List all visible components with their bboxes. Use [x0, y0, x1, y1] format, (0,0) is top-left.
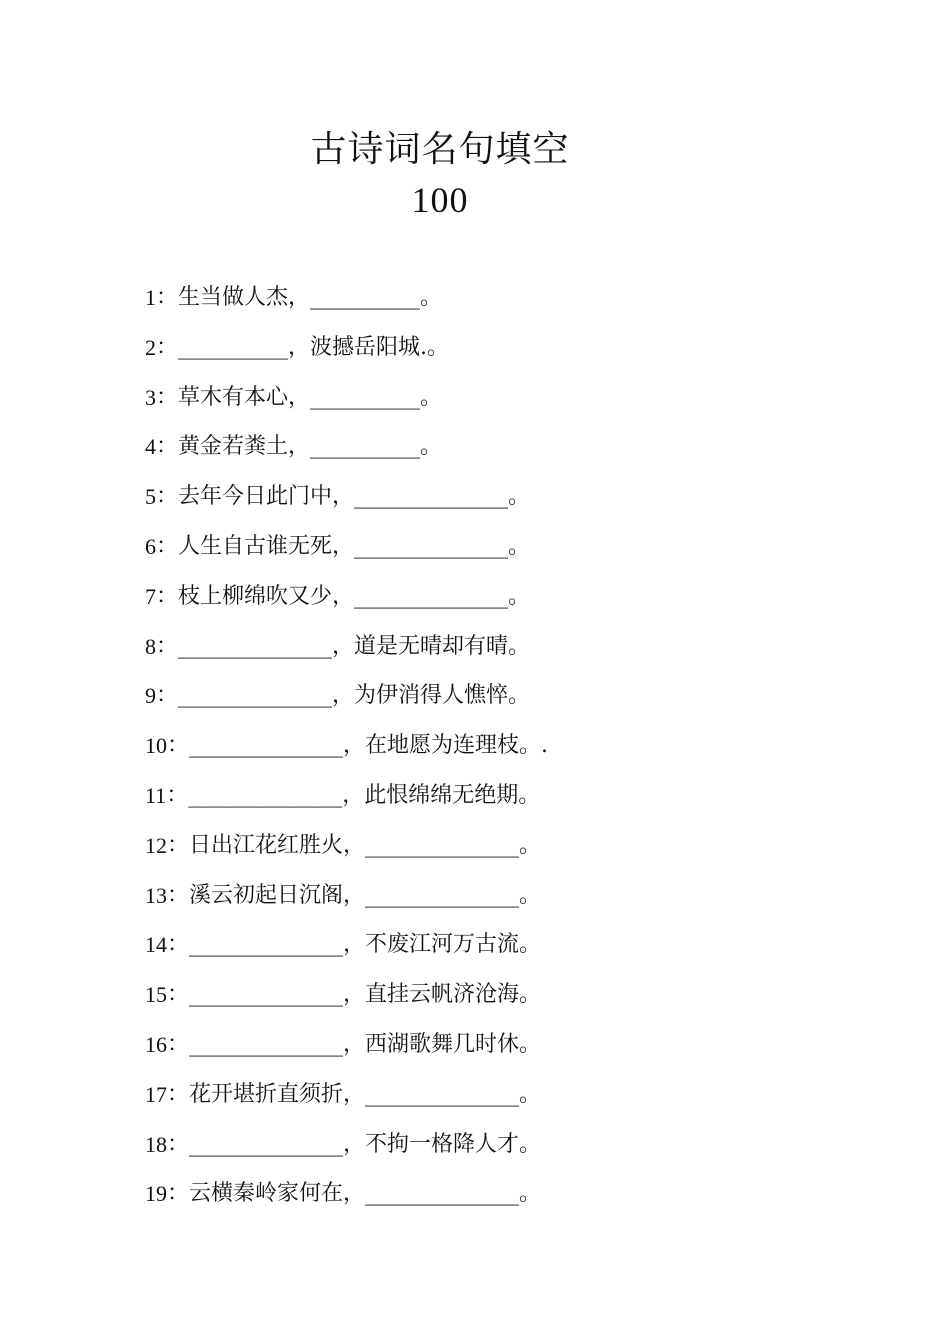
question-number: 16: [145, 1031, 167, 1057]
question-item: [145, 731, 548, 781]
question-separator: ：: [167, 832, 190, 858]
question-number: 11: [145, 782, 167, 808]
question-text: 草木有本心，__________。: [178, 384, 443, 410]
question-item: [145, 980, 548, 1030]
question-number: 17: [145, 1081, 167, 1107]
question-number: 9: [145, 683, 156, 709]
question-number: 8: [145, 633, 156, 659]
question-separator: ：: [167, 932, 190, 958]
question-text: 枝上柳绵吹又少，______________。: [178, 583, 531, 609]
question-number: 18: [145, 1131, 167, 1157]
question-text: 日出江花红胜火，______________。: [189, 832, 542, 858]
question-item: [145, 1130, 548, 1180]
question-item: [145, 482, 548, 532]
question-number: 12: [145, 832, 167, 858]
question-text: 人生自古谁无死，______________。: [178, 533, 531, 559]
question-separator: ：: [156, 285, 179, 310]
question-separator: ：: [167, 882, 190, 908]
question-separator: ：: [156, 434, 179, 460]
question-text: ______________，不废江河万古流。: [189, 932, 542, 958]
question-list: [145, 283, 548, 1229]
question-text: ______________，不拘一格降人才。: [189, 1131, 542, 1157]
question-item: [145, 582, 548, 632]
question-separator: ：: [156, 384, 179, 410]
question-number: 13: [145, 882, 167, 908]
question-separator: ：: [166, 782, 189, 808]
question-item: [145, 1179, 548, 1229]
question-separator: ：: [156, 683, 179, 709]
question-number: 4: [145, 434, 156, 460]
question-number: 2: [145, 334, 156, 360]
question-text: ______________，在地愿为连理枝。.: [189, 733, 548, 759]
question-text: ______________，此恨绵绵无绝期。: [188, 782, 541, 808]
question-number: 10: [145, 733, 167, 759]
question-item: [145, 432, 548, 482]
question-item: [145, 283, 548, 333]
question-separator: ：: [167, 1181, 190, 1207]
question-item: [145, 1030, 548, 1080]
question-text: 生当做人杰，__________。: [178, 285, 443, 310]
question-item: [145, 632, 548, 682]
question-item: [145, 532, 548, 582]
question-separator: ：: [156, 533, 179, 559]
question-number: 6: [145, 533, 156, 559]
question-text: ______________，直挂云帆济沧海。: [189, 982, 542, 1008]
question-item: [145, 383, 548, 433]
question-separator: ：: [156, 583, 179, 609]
question-separator: ：: [167, 733, 190, 759]
question-separator: ：: [167, 1131, 190, 1157]
question-separator: ：: [167, 982, 190, 1008]
question-number: 15: [145, 982, 167, 1008]
question-number: 7: [145, 583, 156, 609]
question-separator: ：: [156, 633, 179, 659]
question-separator: ：: [167, 1081, 190, 1107]
question-text: ______________，西湖歌舞几时休。: [189, 1031, 542, 1057]
question-item: [145, 881, 548, 931]
question-item: [145, 681, 548, 731]
question-text: ______________，为伊消得人憔悴。: [178, 683, 531, 709]
question-text: 溪云初起日沉阁，______________。: [189, 882, 542, 908]
question-item: [145, 831, 548, 881]
question-text: __________，波撼岳阳城.。: [178, 334, 449, 360]
question-item: [145, 333, 548, 383]
document-title: 古诗词名句填空: [310, 129, 570, 170]
question-number: 19: [145, 1181, 167, 1207]
question-text: 花开堪折直须折，______________。: [189, 1081, 542, 1107]
question-separator: ：: [167, 1031, 190, 1057]
question-text: ______________，道是无晴却有晴。: [178, 633, 531, 659]
question-number: 5: [145, 484, 156, 510]
question-text: 去年今日此门中，______________。: [178, 484, 531, 510]
question-number: 3: [145, 384, 156, 410]
question-text: 黄金若粪土，__________。: [178, 434, 443, 460]
question-separator: ：: [156, 334, 179, 360]
question-separator: ：: [156, 484, 179, 510]
question-item: [145, 1080, 548, 1130]
question-text: 云横秦岭家何在，______________。: [189, 1181, 542, 1207]
question-item: [145, 930, 548, 980]
question-number: 14: [145, 932, 167, 958]
question-number: 1: [145, 285, 156, 310]
document-subtitle-count: 100: [411, 180, 469, 220]
question-item: [145, 781, 548, 831]
